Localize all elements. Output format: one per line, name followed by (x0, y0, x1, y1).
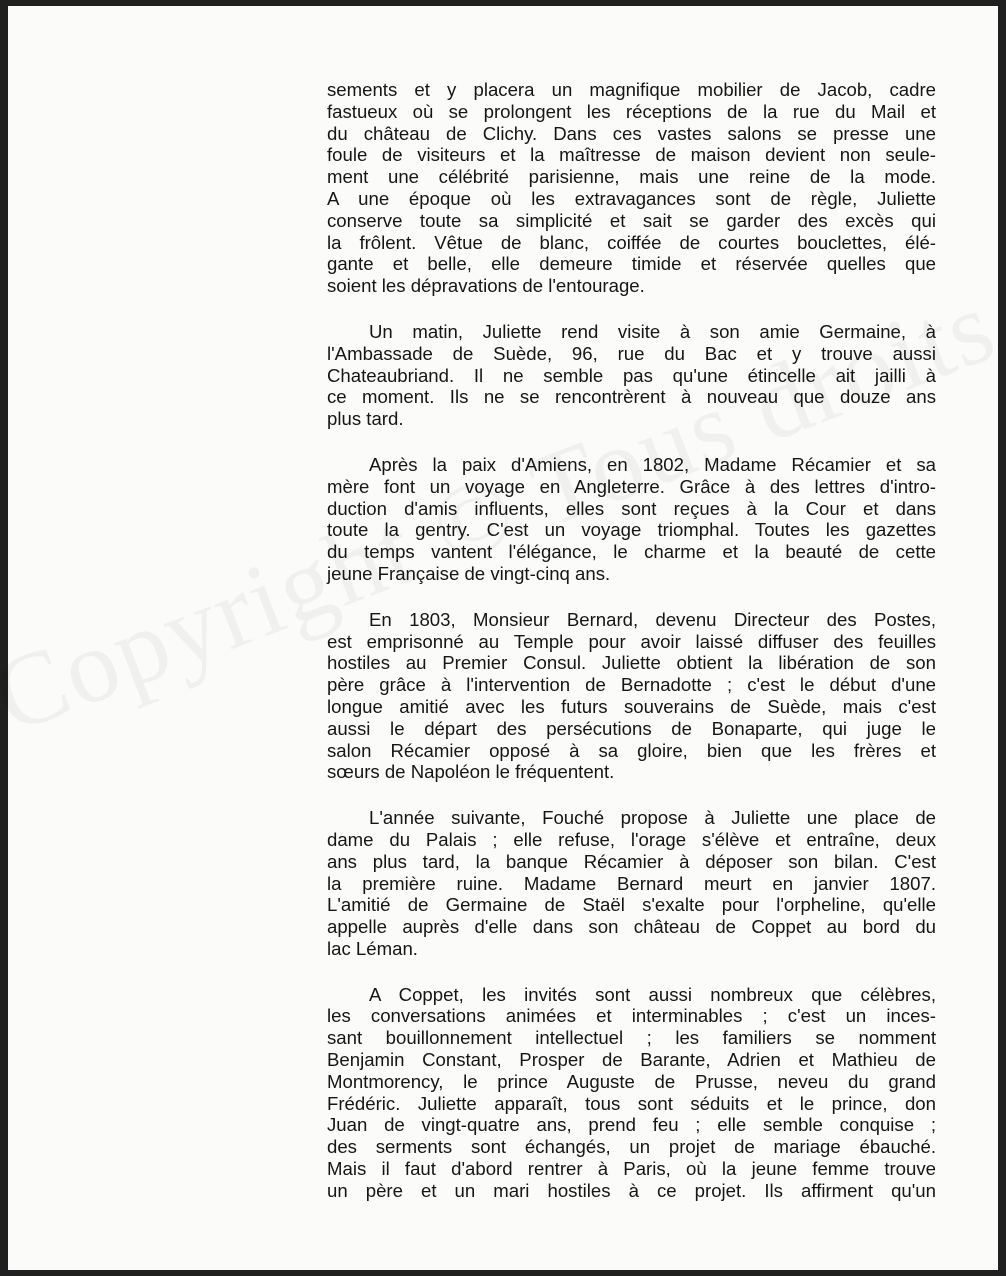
text-line: A Coppet, les invités sont aussi nombreux que célèbres, (369, 983, 936, 1005)
text-line: Après la paix d'Amiens, en 1802, Madame Récamier et sa (369, 453, 936, 475)
text-line: dame du Palais ; elle refuse, l'orage s'élève et entraîne, deux (327, 828, 936, 850)
text-line: du château de Clichy. Dans ces vastes salons se presse une (327, 122, 936, 144)
text-line: Montmorency, le prince Auguste de Prusse, neveu du grand (327, 1070, 936, 1092)
text-line: hostiles au Premier Consul. Juliette obtient la libération de son (327, 652, 936, 674)
text-line: conserve toute sa simplicité et sait se garder des excès qui (327, 209, 936, 231)
text-line: Juan de vingt-quatre ans, prend feu ; elle semble conquise ; (327, 1114, 936, 1136)
paragraph-6 (327, 984, 936, 1202)
text-line: Chateaubriand. Il ne semble pas qu'une étincelle ait jailli à (327, 364, 936, 386)
text-line: père grâce à l'intervention de Bernadotte ; c'est le début d'une (327, 674, 936, 696)
text-line: toute la gentry. C'est un voyage triomphal. Toutes les gazettes (327, 519, 936, 541)
text-line: foule de visiteurs et la maîtresse de maison devient non seule- (327, 144, 936, 166)
paragraph-4 (327, 609, 936, 783)
text-line: jeune Française de vingt-cinq ans. (327, 562, 611, 584)
text-line: les conversations animées et interminables ; c'est un inces- (327, 1005, 936, 1027)
text-line: L'année suivante, Fouché propose à Juliette une place de (369, 807, 936, 829)
text-line: lac Léman. (327, 937, 418, 959)
text-line: sœurs de Napoléon le fréquentent. (327, 761, 615, 783)
text-line: A une époque où les extravagances sont de règle, Juliette (327, 187, 936, 209)
text-line: Mais il faut d'abord rentrer à Paris, où la jeune femme trouve (327, 1158, 936, 1180)
scan-border-right (998, 0, 1006, 1276)
text-line: des serments sont échangés, un projet de mariage ébauché. (327, 1136, 936, 1158)
scan-border-left (0, 0, 8, 1276)
text-line: duction d'amis influents, elles sont reçues à la Cour et dans (327, 497, 936, 519)
text-line: sements et y placera un magnifique mobilier de Jacob, cadre (327, 79, 936, 100)
text-line: salon Récamier opposé à sa gloire, bien que les frères et (327, 739, 936, 761)
scan-border-bottom (0, 1270, 1006, 1276)
text-line: Benjamin Constant, Prosper de Barante, Adrien et Mathieu de (327, 1049, 936, 1071)
paragraph-3 (327, 454, 936, 585)
text-line: appelle auprès d'elle dans son château de Coppet au bord du (327, 916, 936, 938)
text-line: longue amitié avec les futurs souverains de Suède, mais c'est (327, 695, 936, 717)
paragraph-5 (327, 807, 936, 960)
text-line: aussi le départ des persécutions de Bonaparte, qui juge le (327, 717, 936, 739)
text-line: ment une célébrité parisienne, mais une reine de la mode. (327, 166, 936, 188)
text-line: Frédéric. Juliette apparaît, tous sont séduits et le prince, don (327, 1092, 936, 1114)
text-column (327, 79, 936, 1226)
text-line: soient les dépravations de l'entourage. (327, 275, 645, 297)
text-line: ce moment. Ils ne se rencontrèrent à nouveau que douze ans (327, 386, 936, 408)
text-line: L'amitié de Germaine de Staël s'exalte pour l'orpheline, qu'elle (327, 894, 936, 916)
text-line: l'Ambassade de Suède, 96, rue du Bac et y trouve aussi (327, 342, 936, 364)
text-line: est emprisonné au Temple pour avoir laissé diffuser des feuilles (327, 630, 936, 652)
text-line: Un matin, Juliette rend visite à son amie Germaine, à (369, 320, 936, 342)
text-line: gante et belle, elle demeure timide et réservée quelles que (327, 253, 936, 275)
text-line: sant bouillonnement intellectuel ; les familiers se nomment (327, 1027, 936, 1049)
text-line: la première ruine. Madame Bernard meurt en janvier 1807. (327, 872, 936, 894)
paragraph-1 (327, 79, 936, 297)
text-line: du temps vantent l'élégance, le charme et la beauté de cette (327, 541, 936, 563)
text-line: la frôlent. Vêtue de blanc, coiffée de courtes bouclettes, élé- (327, 231, 936, 253)
paragraph-2 (327, 321, 936, 430)
text-line: ans plus tard, la banque Récamier à déposer son bilan. C'est (327, 850, 936, 872)
text-line: fastueux où se prolongent les réceptions de la rue du Mail et (327, 100, 936, 122)
text-line: plus tard. (327, 408, 404, 430)
text-line: mère font un voyage en Angleterre. Grâce à des lettres d'intro- (327, 475, 936, 497)
text-line: un père et un mari hostiles à ce projet. Ils affirment qu'un (327, 1179, 936, 1201)
text-line: En 1803, Monsieur Bernard, devenu Directeur des Postes, (369, 608, 936, 630)
